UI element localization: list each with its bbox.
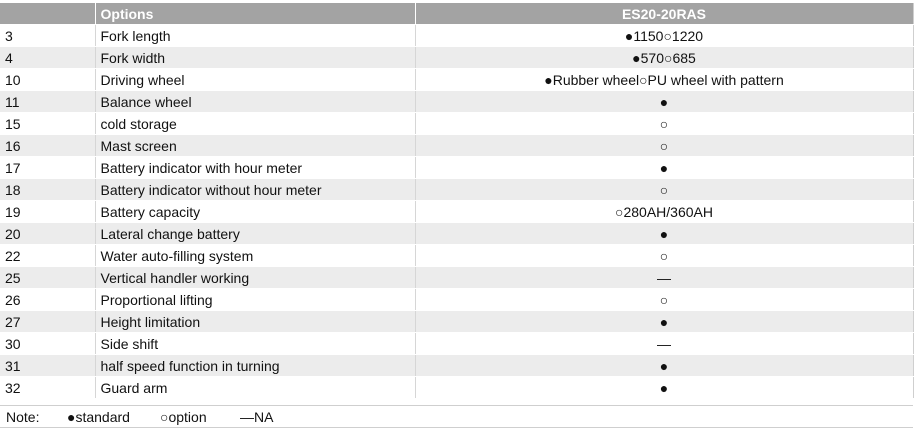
- row-number: 3: [0, 25, 95, 47]
- row-option-name: Driving wheel: [95, 69, 415, 91]
- row-number: 20: [0, 223, 95, 245]
- row-number: 25: [0, 267, 95, 289]
- row-number: 17: [0, 157, 95, 179]
- row-number: 19: [0, 201, 95, 223]
- row-option-value: ○: [415, 245, 913, 267]
- row-option-value: ●Rubber wheel○PU wheel with pattern: [415, 69, 913, 91]
- table-row: [0, 157, 913, 179]
- table-row: [0, 267, 913, 289]
- row-number: 16: [0, 135, 95, 157]
- header-number: [0, 3, 95, 25]
- row-number: 31: [0, 355, 95, 377]
- row-option-name: half speed function in turning: [95, 355, 415, 377]
- row-option-name: Battery indicator without hour meter: [95, 179, 415, 201]
- table-row: [0, 25, 913, 47]
- note-label: Note:: [6, 409, 40, 425]
- row-option-name: Height limitation: [95, 311, 415, 333]
- row-option-name: Guard arm: [95, 377, 415, 399]
- note-option: ○option: [160, 409, 207, 425]
- row-option-name: Battery indicator with hour meter: [95, 157, 415, 179]
- table-row: [0, 113, 913, 135]
- row-option-name: Battery capacity: [95, 201, 415, 223]
- table-row: [0, 91, 913, 113]
- row-number: 10: [0, 69, 95, 91]
- row-number: 32: [0, 377, 95, 399]
- row-number: 30: [0, 333, 95, 355]
- row-option-name: Vertical handler working: [95, 267, 415, 289]
- table-row: [0, 179, 913, 201]
- row-option-name: Mast screen: [95, 135, 415, 157]
- table-body: [0, 25, 913, 399]
- table-row: [0, 333, 913, 355]
- row-option-value: —: [415, 267, 913, 289]
- header-model: ES20-20RAS: [415, 3, 913, 25]
- row-option-name: Fork width: [95, 47, 415, 69]
- row-number: 18: [0, 179, 95, 201]
- options-table: [0, 3, 914, 399]
- row-option-name: Lateral change battery: [95, 223, 415, 245]
- table-row: [0, 69, 913, 91]
- row-option-value: ○: [415, 289, 913, 311]
- row-number: 11: [0, 91, 95, 113]
- row-option-value: ●: [415, 311, 913, 333]
- row-option-name: Balance wheel: [95, 91, 415, 113]
- table-row: [0, 355, 913, 377]
- row-option-name: Water auto-filling system: [95, 245, 415, 267]
- row-option-value: ○: [415, 135, 913, 157]
- row-number: 4: [0, 47, 95, 69]
- row-option-value: ○280AH/360AH: [415, 201, 913, 223]
- note-na: —NA: [240, 409, 274, 425]
- table-row: [0, 47, 913, 69]
- table-header-row: [0, 3, 913, 25]
- row-option-value: ●570○685: [415, 47, 913, 69]
- row-option-value: ●: [415, 223, 913, 245]
- row-option-value: ●1150○1220: [415, 25, 913, 47]
- table-row: [0, 245, 913, 267]
- row-option-name: cold storage: [95, 113, 415, 135]
- row-option-name: Fork length: [95, 25, 415, 47]
- row-option-value: ●: [415, 157, 913, 179]
- row-option-name: Proportional lifting: [95, 289, 415, 311]
- row-option-value: ○: [415, 113, 913, 135]
- legend-note: [0, 405, 913, 428]
- table-row: [0, 135, 913, 157]
- row-number: 15: [0, 113, 95, 135]
- table-row: [0, 377, 913, 399]
- row-number: 26: [0, 289, 95, 311]
- table-row: [0, 223, 913, 245]
- table-row: [0, 311, 913, 333]
- row-option-value: ●: [415, 377, 913, 399]
- row-number: 22: [0, 245, 95, 267]
- row-option-name: Side shift: [95, 333, 415, 355]
- row-option-value: ○: [415, 179, 913, 201]
- row-option-value: —: [415, 333, 913, 355]
- header-options: Options: [95, 3, 415, 25]
- table-row: [0, 201, 913, 223]
- row-option-value: ●: [415, 91, 913, 113]
- table-row: [0, 289, 913, 311]
- note-standard: ●standard: [67, 409, 130, 425]
- row-option-value: ●: [415, 355, 913, 377]
- row-number: 27: [0, 311, 95, 333]
